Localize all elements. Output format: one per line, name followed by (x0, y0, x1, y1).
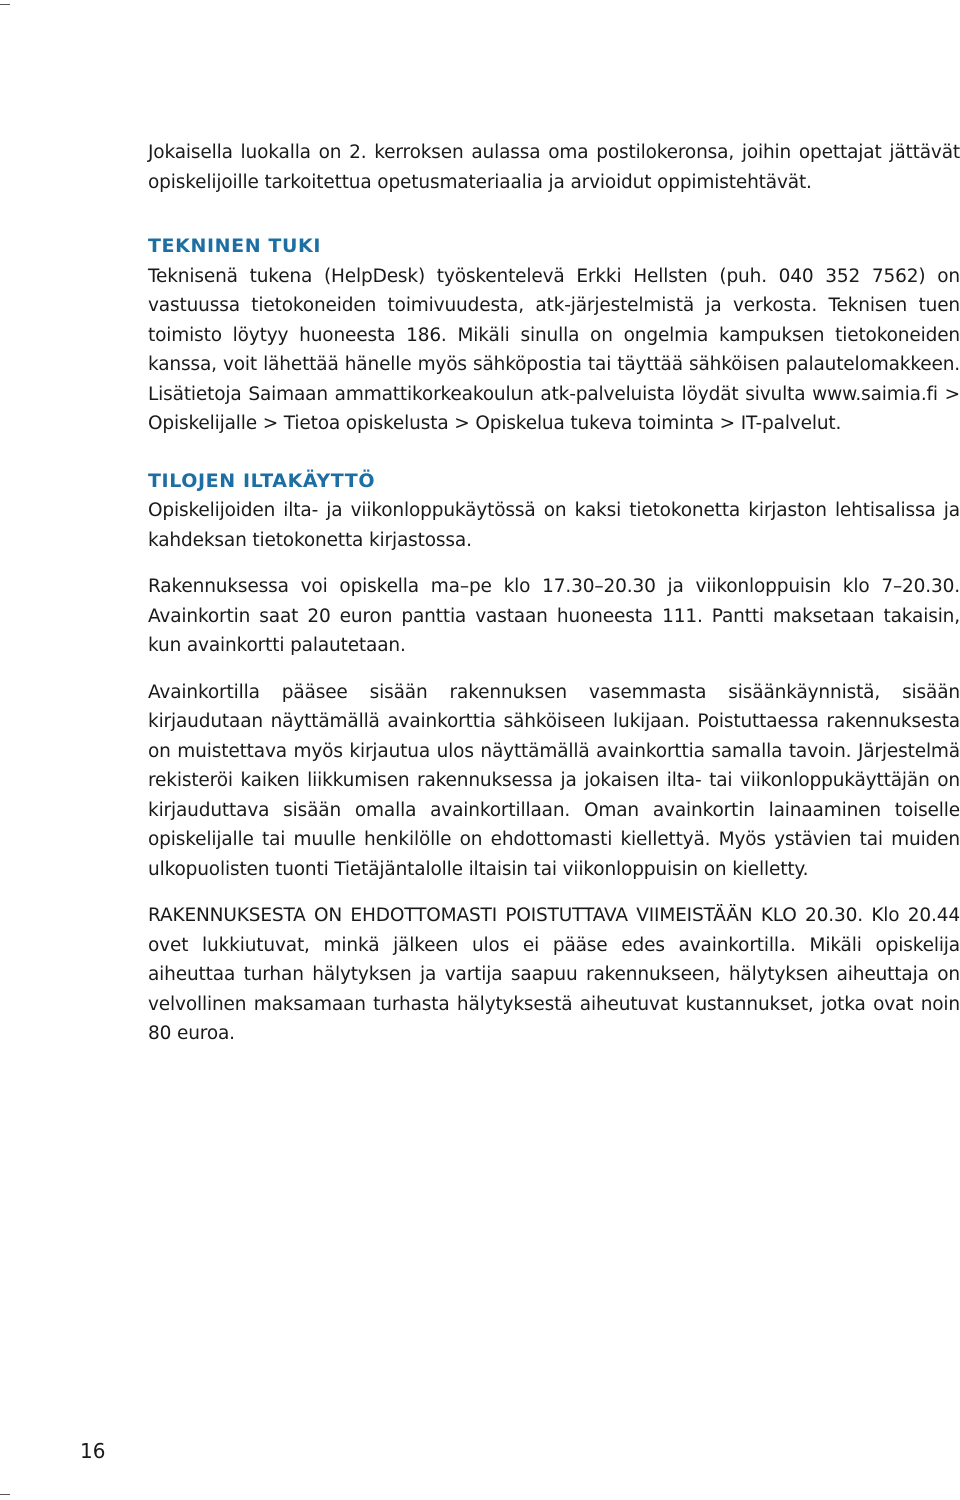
section-heading-tekninen-tuki: TEKNINEN TUKI (148, 235, 322, 257)
page-number: 16 (80, 1439, 106, 1463)
tekninen-tuki-paragraph: Teknisenä tukena (HelpDesk) työskentelevä Erkki Hellsten (puh. 040 352 7562) on vastuussa tietokoneiden toimivuudesta, atk-järjestelmistä ja verkosta. Teknisen tuen toimisto löytyy huoneesta 186. Mikäli sinulla on ongelmia kampuksen tietokoneiden kanssa, voit lähettää hänelle myös sähköpostia tai täyttää sähköisen palautelomakkeen. Lisätietoja Saimaan ammattikorkeakoulun atk-palveluista löydät sivulta www.saimia.fi > Opiskelijalle > Tietoa opiskelusta > Opiskelua tukeva toiminta > IT-palvelut. (148, 265, 960, 434)
page-content (148, 138, 960, 1049)
crop-mark-bottom (0, 1494, 10, 1495)
intro-paragraph: Jokaisella luokalla on 2. kerroksen aulassa oma postilokeronsa, joihin opettajat jättävät opiskelijoille tarkoitettua opetusmateriaalia ja arvioidut oppimistehtävät. (148, 142, 960, 193)
iltakaytto-paragraph-keycard: Avainkortilla pääsee sisään rakennuksen vasemmasta sisäänkäynnistä, sisään kirjaudutaan näyttämällä avainkorttia sähköiseen lukijaan. Poistuttaessa rakennuksesta on muistettava myös kirjautua ulos näyttämällä avainkorttia samalla tavoin. Järjestelmä rekisteröi kaiken liikkumisen rakennuksessa ja jokaisen ilta- tai viikonloppukäyttäjän on kirjauduttava sisään omalla avainkortillaan. Oman avainkortin lainaaminen toiselle opiskelijalle tai muulle henkilölle on ehdottomasti kiellettyä. Myös ystävien tai muiden ulkopuolisten tuonti Tietäjäntalolle iltaisin tai viikonloppuisin on kielletty. (148, 681, 960, 880)
iltakaytto-paragraph-closing: RAKENNUKSESTA ON EHDOTTOMASTI POISTUTTAVA VIIMEISTÄÄN KLO 20.30. Klo 20.44 ovet lukkiutuvat, minkä jälkeen ulos ei pääse edes avainkortilla. Mikäli opiskelija aiheuttaa turhan hälytyksen ja vartija saapuu rakennukseen, hälytyksen aiheuttaja on velvollinen maksamaan turhasta hälytyksestä aiheutuvat kustannukset, jotka ovat noin 80 euroa. (148, 905, 960, 1044)
crop-mark-top (0, 4, 10, 5)
iltakaytto-paragraph-opening-hours: Rakennuksessa voi opiskella ma–pe klo 17.30–20.30 ja viikonloppuisin klo 7–20.30. Avainkortin saat 20 euron panttia vastaan huoneesta 111. Pantti maksetaan takaisin, kun avainkortti palautetaan. (148, 576, 960, 656)
iltakaytto-paragraph-computers: Opiskelijoiden ilta- ja viikonloppukäytössä on kaksi tietokonetta kirjaston lehtisalissa ja kahdeksan tietokonetta kirjastossa. (148, 500, 960, 551)
section-heading-tilojen-iltakaytto: TILOJEN ILTAKÄYTTÖ (148, 469, 376, 492)
